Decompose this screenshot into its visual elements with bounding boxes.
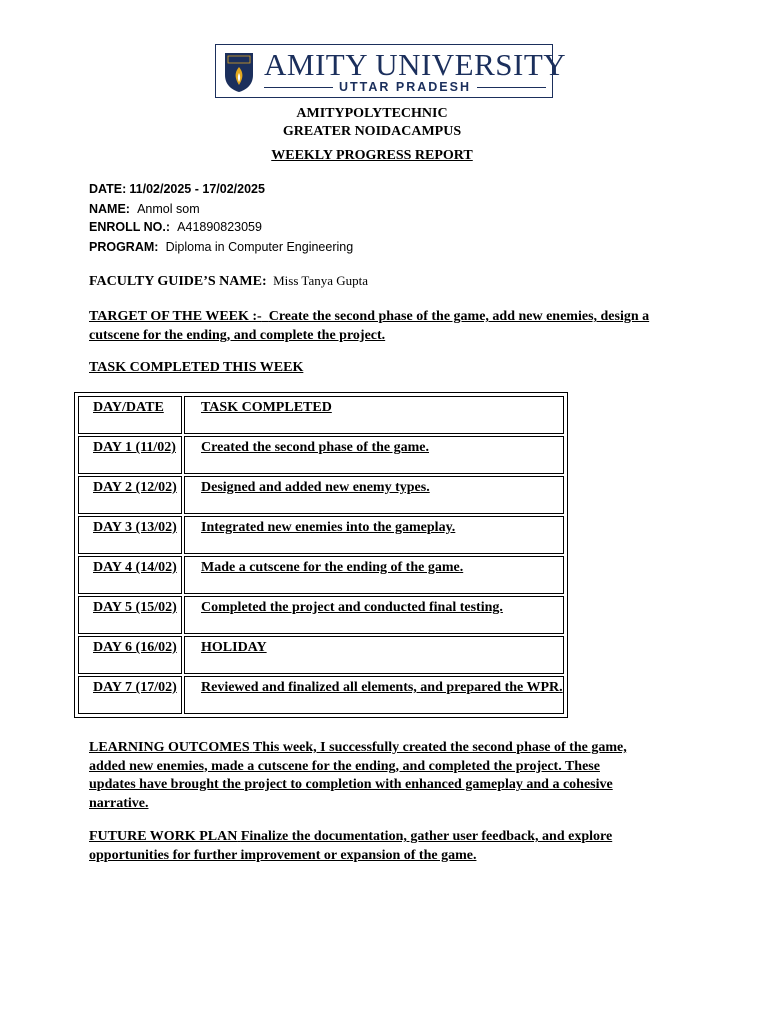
future-work-plan xyxy=(89,828,649,865)
logo-subtitle: UTTAR PRADESH xyxy=(338,80,472,94)
date-label: DATE: xyxy=(89,182,127,196)
program-line xyxy=(89,240,353,255)
table-header-row xyxy=(78,396,564,434)
table-row xyxy=(78,596,564,634)
report-title: WEEKLY PROGRESS REPORT xyxy=(271,148,473,163)
task-cell: Reviewed and finalized all elements, and prepared the WPR. xyxy=(184,676,564,714)
learning-text: This week, I successfully created the second phase of the game, added new enemies, made a cutscene for the ending, and completed the project. These updates have brought the project to completion with enhanced gameplay and a cohesive narrative. xyxy=(89,740,627,811)
table-row xyxy=(78,436,564,474)
institute-name: AMITYPOLYTECHNIC xyxy=(296,106,448,121)
column-header-task: TASK COMPLETED xyxy=(184,396,564,434)
table-row xyxy=(78,676,564,714)
day-cell: DAY 5 (15/02) xyxy=(78,596,182,634)
table-row xyxy=(78,476,564,514)
task-cell: Integrated new enemies into the gameplay. xyxy=(184,516,564,554)
enroll-line xyxy=(89,220,262,235)
future-text: Finalize the documentation, gather user feedback, and explore opportunities for further improvement or expansion of the game. xyxy=(89,829,613,863)
learning-outcomes xyxy=(89,739,649,813)
learning-label: LEARNING OUTCOMES xyxy=(89,740,250,755)
divider xyxy=(264,87,333,88)
table-row xyxy=(78,556,564,594)
logo-title: AMITY UNIVERSITY xyxy=(264,47,567,82)
campus-name: GREATER NOIDACAMPUS xyxy=(282,124,462,139)
table-row xyxy=(78,636,564,674)
divider xyxy=(477,87,546,88)
university-logo xyxy=(215,44,567,98)
future-label: FUTURE WORK PLAN xyxy=(89,829,238,844)
name-value: Anmol som xyxy=(137,202,200,216)
task-cell: Created the second phase of the game. xyxy=(184,436,564,474)
enroll-value: A41890823059 xyxy=(177,220,262,234)
day-cell: DAY 6 (16/02) xyxy=(78,636,182,674)
task-table xyxy=(74,392,568,718)
target-of-week xyxy=(89,308,669,345)
program-label: PROGRAM: xyxy=(89,240,159,254)
date-line xyxy=(89,182,265,197)
column-header-day: DAY/DATE xyxy=(78,396,182,434)
task-cell: Designed and added new enemy types. xyxy=(184,476,564,514)
logo-subtitle-row xyxy=(264,79,546,95)
task-cell: Completed the project and conducted final testing. xyxy=(184,596,564,634)
day-cell: DAY 4 (14/02) xyxy=(78,556,182,594)
faculty-guide-label: FACULTY GUIDE’S NAME: xyxy=(89,274,267,289)
faculty-guide-value: Miss Tanya Gupta xyxy=(273,273,369,288)
target-text: Create the second phase of the game, add new enemies, design a cutscene for the ending, and complete the project. xyxy=(89,309,650,343)
date-value: 11/02/2025 - 17/02/2025 xyxy=(129,182,265,196)
university-crest-icon xyxy=(222,51,256,93)
enroll-label: ENROLL NO.: xyxy=(89,220,171,234)
table-row xyxy=(78,516,564,554)
task-cell: HOLIDAY xyxy=(184,636,564,674)
day-cell: DAY 1 (11/02) xyxy=(78,436,182,474)
faculty-guide-line xyxy=(89,273,368,290)
day-cell: DAY 2 (12/02) xyxy=(78,476,182,514)
name-label: NAME: xyxy=(89,202,130,216)
target-label: TARGET OF THE WEEK :- xyxy=(89,309,262,324)
task-cell: Made a cutscene for the ending of the game. xyxy=(184,556,564,594)
day-cell: DAY 3 (13/02) xyxy=(78,516,182,554)
day-cell: DAY 7 (17/02) xyxy=(78,676,182,714)
program-value: Diploma in Computer Engineering xyxy=(165,240,354,254)
name-line xyxy=(89,202,200,217)
tasks-heading: TASK COMPLETED THIS WEEK xyxy=(89,360,304,375)
